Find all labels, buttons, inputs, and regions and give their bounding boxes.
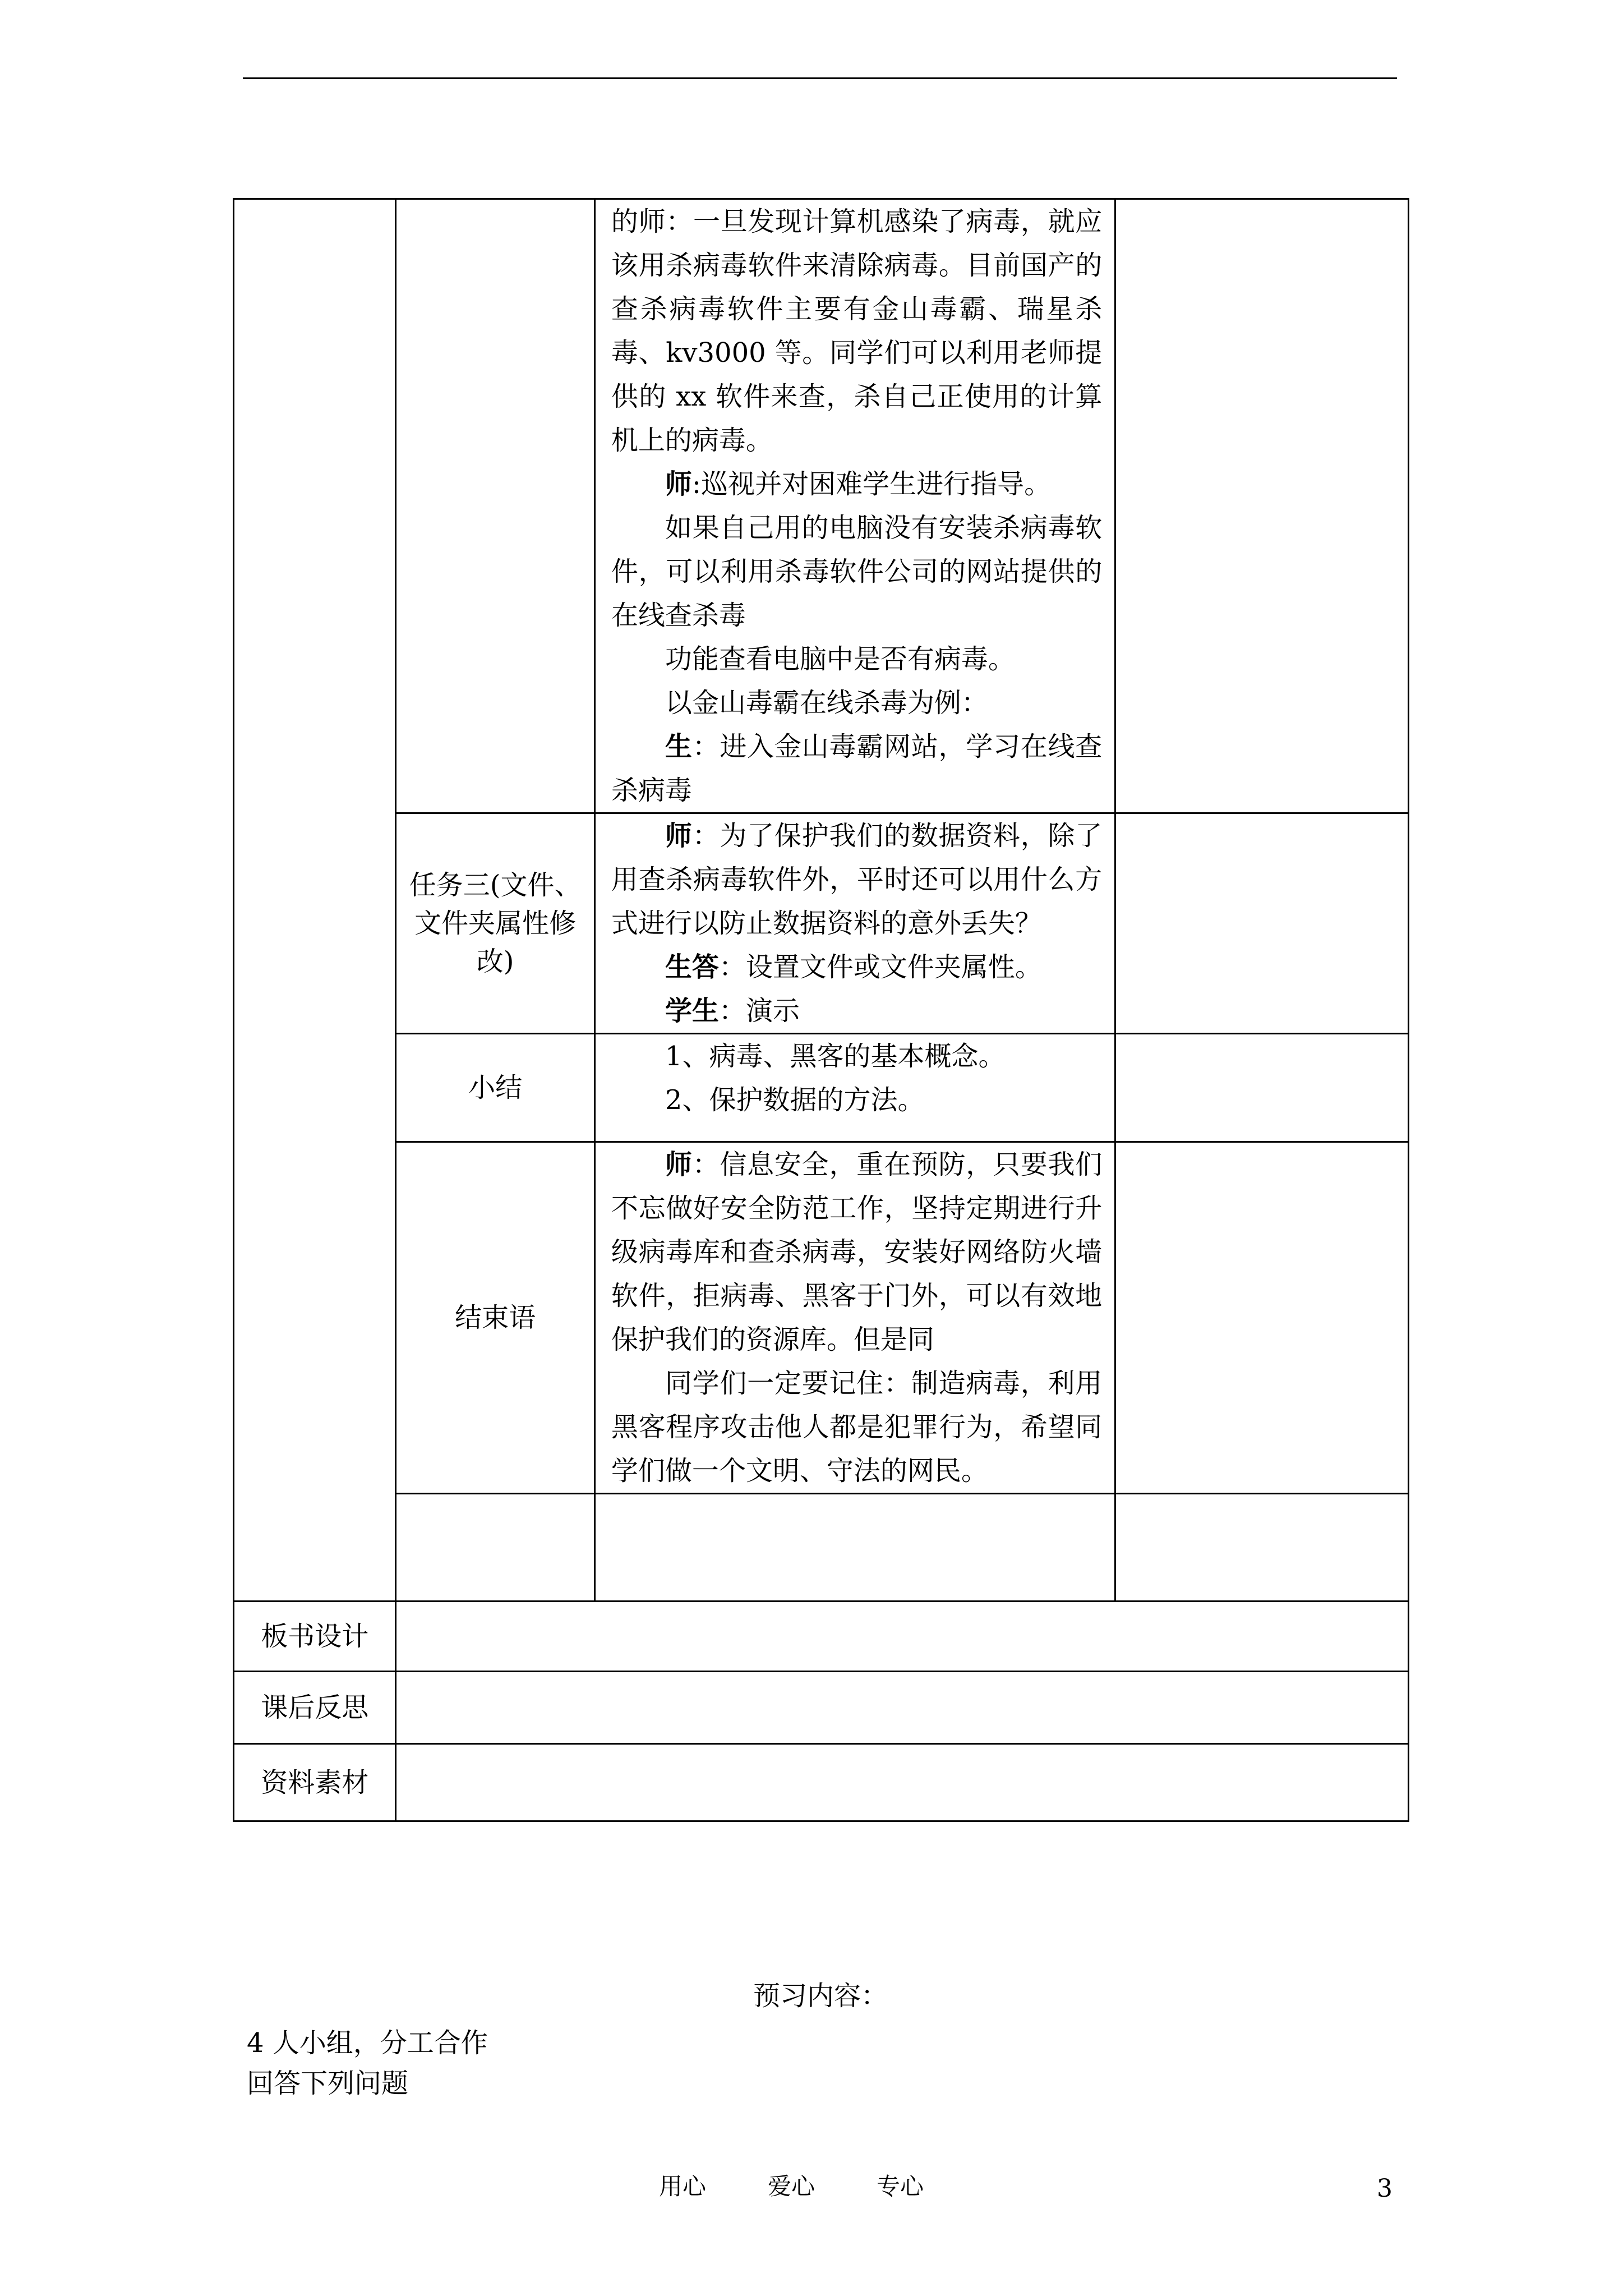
paragraph: 生答：设置文件或文件夹属性。: [665, 951, 1042, 983]
stage-cell-empty: [396, 1494, 595, 1602]
table-row-empty: [234, 1494, 1409, 1602]
table-row-antivirus: [234, 199, 1409, 813]
stage-cell-closing: 结束语: [396, 1142, 595, 1494]
footer-motto: [659, 2170, 924, 2203]
content-cell-closing: [594, 1142, 1115, 1494]
content-cell-task-three: [594, 813, 1115, 1034]
lesson-plan-table: [233, 198, 1409, 1822]
label-reflection: 课后反思: [234, 1672, 396, 1744]
header-rule: [243, 77, 1397, 79]
paragraph: 如果自己用的电脑没有安装杀病毒软件，可以利用杀毒软件公司的网站提供的在线查杀毒: [611, 512, 1103, 631]
paragraph: 同学们一定要记住：制造病毒，利用黑客程序攻击他人都是犯罪行为，希望同学们做一个文明、守法的网民。: [611, 1368, 1103, 1487]
table-row-task-three: [234, 813, 1409, 1034]
paragraph: 以金山毒霸在线杀毒为例：: [665, 687, 988, 719]
footer-motto-word: 专心: [877, 2173, 924, 2200]
stage-cell-summary: 小结: [396, 1034, 595, 1142]
label-board-design: 板书设计: [234, 1602, 396, 1672]
paragraph: 功能查看电脑中是否有病毒。: [665, 643, 1015, 675]
paragraph: 1、病毒、黑客的基本概念。: [665, 1041, 1006, 1072]
paragraph: 师：信息安全，重在预防，只要我们不忘做好安全防范工作，坚持定期进行升级病毒库和查杀病毒，安装好网络防火墙软件，拒病毒、黑客于门外，可以有效地保护我们的资源库。但是同: [611, 1149, 1103, 1355]
table-row-board-design: [234, 1602, 1409, 1672]
notes-cell: [1115, 1142, 1409, 1494]
notes-cell: [1115, 1034, 1409, 1142]
paragraph: 的师：一旦发现计算机感染了病毒，就应该用杀病毒软件来清除病毒。目前国产的查杀病毒软件主要有金山毒霸、瑞星杀毒、kv3000 等。同学们可以利用老师提供的 xx 软件来查，杀自己正使用的计算机上的病毒。: [611, 206, 1103, 456]
value-board-design: [396, 1602, 1409, 1672]
preview-line: 回答下列问题: [247, 2068, 409, 2099]
stage-cell-empty: [396, 199, 595, 813]
value-reflection: [396, 1672, 1409, 1744]
label-materials: 资料素材: [234, 1744, 396, 1821]
preview-title: 预习内容：: [753, 1980, 888, 2012]
footer-motto-word: 爱心: [768, 2173, 815, 2200]
paragraph: 生：进入金山毒霸网站，学习在线查杀病毒: [611, 731, 1103, 806]
table-row-closing: [234, 1142, 1409, 1494]
table-row-summary: [234, 1034, 1409, 1142]
content-cell-empty: [594, 1494, 1115, 1602]
notes-cell: [1115, 1494, 1409, 1602]
paragraph: 师：为了保护我们的数据资料，除了用查杀病毒软件外，平时还可以用什么方式进行以防止数据资料的意外丢失？: [611, 820, 1103, 939]
paragraph: 学生：演示: [665, 995, 800, 1027]
notes-cell: [1115, 199, 1409, 813]
preview-line: 4 人小组，分工合作: [247, 2027, 488, 2059]
footer-motto-word: 用心: [659, 2173, 707, 2200]
content-cell-antivirus: [594, 199, 1115, 813]
table-row-reflection: [234, 1672, 1409, 1744]
paragraph: 2、保护数据的方法。: [665, 1084, 925, 1116]
stage-cell-task-three: 任务三(文件、文件夹属性修改): [396, 813, 595, 1034]
table-row-materials: [234, 1744, 1409, 1821]
notes-cell: [1115, 813, 1409, 1034]
paragraph: 师:巡视并对困难学生进行指导。: [665, 468, 1052, 500]
content-cell-summary: [594, 1034, 1115, 1142]
value-materials: [396, 1744, 1409, 1821]
page-number: 3: [1377, 2174, 1393, 2203]
stage-column-cell: [234, 199, 396, 1602]
